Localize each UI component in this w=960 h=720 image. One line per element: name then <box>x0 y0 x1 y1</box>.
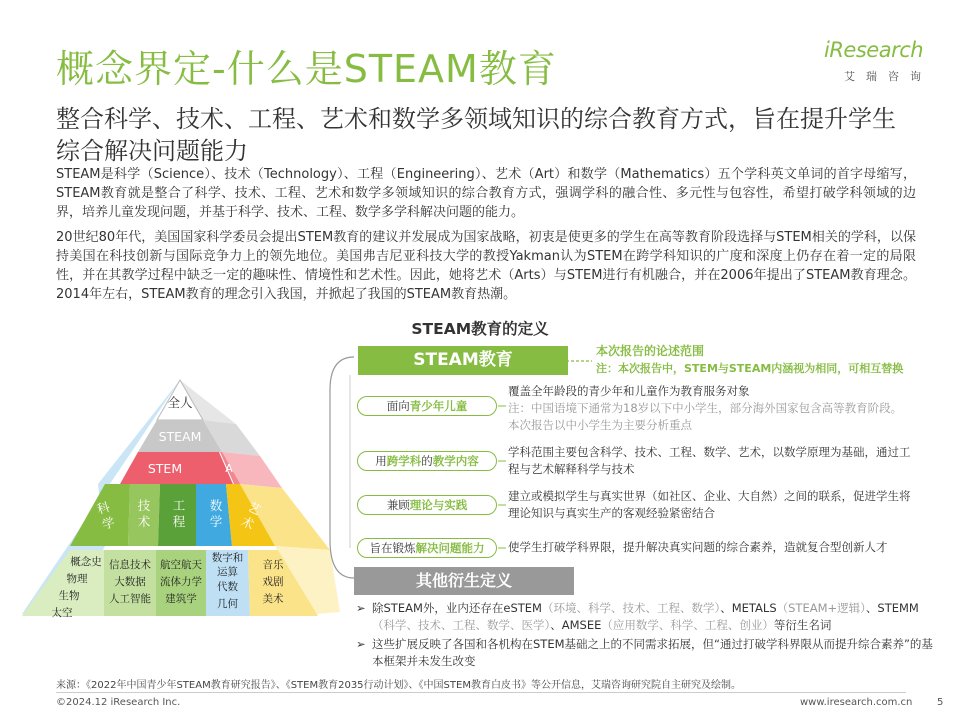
desc-target-youth: 覆盖全年龄段的青少年和儿童作为教育服务对象 注：中国语境下通常为18岁以下中小学生，部分海外国家包含高等教育阶段。 本次报告以中小学生为主要分析重点 <box>508 384 903 432</box>
pill-target-youth: 面向青少年儿童 <box>357 396 497 416</box>
pyramid-label-a: A <box>225 462 233 475</box>
diagram-title: STEAM教育的定义 <box>411 320 549 338</box>
pyramid-base-engineering-text: 航空航天 流体力学 建筑学 <box>160 559 202 605</box>
pyramid-vertical-math: 数学 <box>209 498 223 529</box>
pill-theory-practice: 兼顾理论与实践 <box>357 495 497 515</box>
other-definitions-list <box>356 600 936 672</box>
page-subtitle: 整合科学、技术、工程、艺术和数学多领域知识的综合教育方式，旨在提升学生综合解决问题能力 <box>56 105 896 165</box>
pill-problem-solving: 旨在锻炼解决问题能力 <box>357 538 497 558</box>
page-number: 5 <box>937 697 944 708</box>
pyramid-vertical-tech: 技术 <box>137 498 151 529</box>
list-item: ➢ 除STEAM外，业内还存在eSTEM（环境、科学、技术、工程、数学）、METALS（STEAM+逻辑）、STEMM（科学、技术、工程、数学、医学）、AMSEE（应用数学、科学、工程、创业）等衍生名词 <box>356 601 919 632</box>
desc-problem-solving: 使学生打破学科界限，提升解决真实问题的综合素养，造就复合型创新人才 <box>508 540 888 554</box>
page-title: 概念界定-什么是STEAM教育 <box>56 47 557 91</box>
desc-interdisciplinary: 学科范围主要包含科学、技术、工程、数学、艺术，以数学原理为基础，通过工 程与艺术解释科学与技术 <box>508 445 911 476</box>
pyramid-vertical-science: 科学 <box>95 498 117 533</box>
source-note: 来源：《2022年中国青少年STEAM教育研究报告》、《STEM教育2035行动计划》、《中国STEM教育白皮书》等公开信息，艾瑞咨询研究院自主研究及绘制。 <box>56 680 741 691</box>
pyramid-base-math-text: 数字和 运算 代数 几何 <box>211 552 244 610</box>
pyramid-base-science-text: 概念史 物理 生物 太空 <box>51 556 102 619</box>
pyramid-vertical-art: 艺术 <box>238 498 264 533</box>
logo-subtext: 艾瑞咨询 <box>844 70 932 83</box>
pill-interdisciplinary: 用跨学科的教学内容 <box>357 451 497 471</box>
intro-paragraph-1: STEAM是科学（Science）、技术（Technology）、工程（Engineering）、艺术（Art）和数学（Mathematics）五个学科英文单词的首字母缩写，STEAM教育就是整合了科学、技术、工程、艺术和数学多领域知识的综合教育方式，强调学科的融合性、多元性与包容性，希望打破学科领域的边界，培养儿童发现问题，并基于科学、技术、工程、数学多学科解决问题的能力。 <box>56 167 916 220</box>
pyramid-label-stem: STEM <box>147 461 183 476</box>
logo-text: iResearch <box>824 38 924 62</box>
intro-paragraph-2: 20世纪80年代，美国国家科学委员会提出STEM教育的建议并发展成为国家战略，初衷是使更多的学生在高等教育阶段选择与STEM相关的学科，以保持美国在科技创新与国际竞争力上的领先地位。美国弗吉尼亚科技大学的教授Yakman认为STEM在跨学科知识的广度和深度上仍存在着一定的局限性，并在其教学过程中缺乏一定的趣味性、情境性和艺术性。因此，她将艺术（Arts）与STEM进行有机融合，并在2006年提出了STEAM教育理念。2014年左右，STEAM教育的理念引入我国，并掀起了我国的STEAM教育热潮。 <box>56 230 916 302</box>
list-item: ➢ 这些扩展反映了各国和各机构在STEM基础之上的不同需求拓展，但“通过打破学科界限从而提升综合素养”的基本框架并未发生改变 <box>356 637 933 668</box>
other-definitions-header: 其他衍生定义 <box>354 567 574 595</box>
pyramid-base-art-text: 音乐 戏剧 美术 <box>262 559 284 605</box>
copyright: ©2024.12 iResearch Inc. <box>56 697 181 708</box>
steam-education-box: STEAM教育 <box>358 346 568 375</box>
pyramid-base-tech-text: 信息技术 大数据 人工智能 <box>109 559 151 605</box>
footer-divider <box>56 692 906 693</box>
scope-note-sub: 注：本次报告中，STEM与STEAM内涵视为相同，可相互替换 <box>596 362 904 375</box>
pyramid-label-steam: STEAM <box>158 429 202 444</box>
arrow-icon: ➢ <box>356 637 366 651</box>
arrow-icon: ➢ <box>356 601 366 615</box>
pyramid-label-top: 全人 <box>167 395 193 410</box>
desc-theory-practice: 建立或模拟学生与真实世界（如社区、企业、大自然）之间的联系，促进学生将 理论知识与真实生产的客观经验紧密结合 <box>508 489 911 520</box>
pyramid-vertical-engineering: 工程 <box>172 498 186 529</box>
scope-note-title: 本次报告的论述范围 <box>596 344 705 358</box>
website-url: www.iresearch.com.cn <box>800 697 913 708</box>
